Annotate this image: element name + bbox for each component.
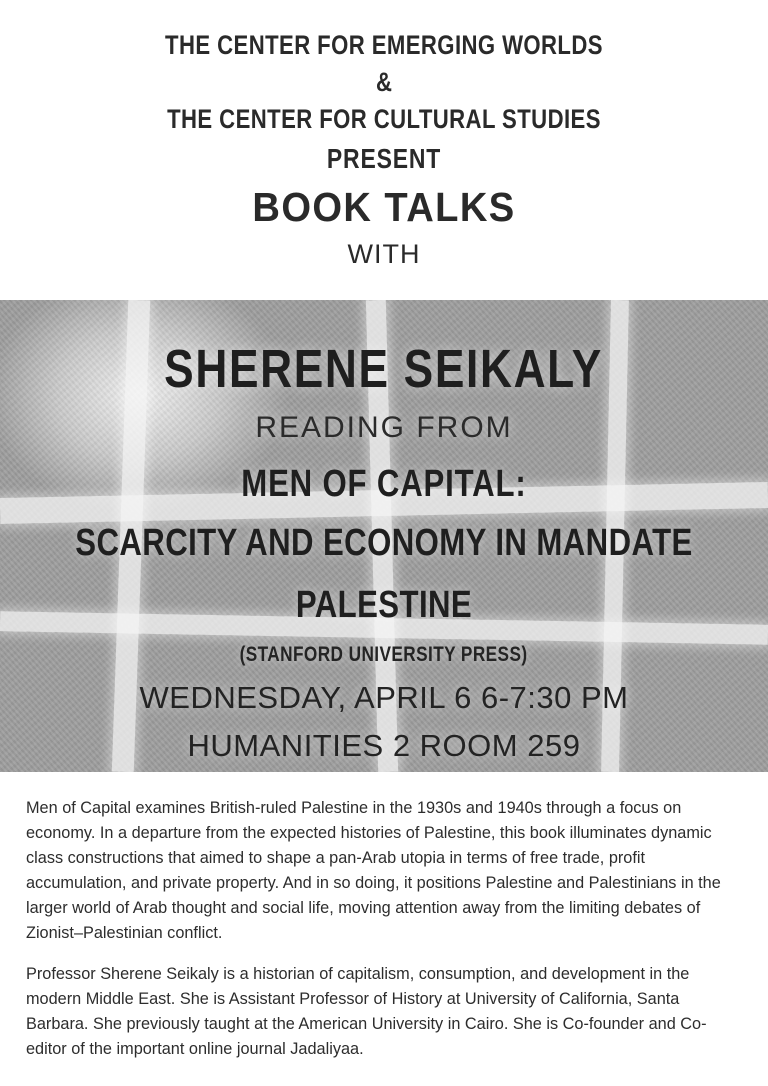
host-organization-1: THE CENTER FOR EMERGING WORLDS — [165, 30, 603, 60]
poster-body-text — [0, 772, 768, 1086]
series-title: BOOK TALKS — [252, 184, 516, 230]
reading-from-label: READING FROM — [255, 411, 513, 444]
grain-sacks-photo — [0, 300, 768, 772]
book-description-paragraph: Men of Capital examines British-ruled Palestine in the 1930s and 1940s through a focus on economy. In a departure from the expected histories of Palestine, this book illuminates dynamic class constructions that aimed to shape a pan-Arab utopia in terms of free trade, profit accumulation, and private property. And in so doing, it positions Palestine and Palestinians in the larger world of Arab thought and social life, moving attention away from the limiting debates of Zionist–Palestinian conflict. — [26, 799, 721, 942]
event-datetime: WEDNESDAY, APRIL 6 6-7:30 PM — [139, 680, 629, 715]
ampersand: & — [376, 67, 392, 97]
speaker-name: SHERENE SEIKALY — [164, 339, 604, 399]
present-label: PRESENT — [326, 143, 442, 174]
speaker-bio-paragraph: Professor Sherene Seikaly is a historian of capitalism, consumption, and development in the modern Middle East. She is Assistant Professor of History at University of California, Santa Barbara. She previously taught at the American University in Cairo. She is Co-founder and Co-editor of the important online journal Jadaliyaa. — [26, 965, 707, 1058]
book-publisher: (STANFORD UNIVERSITY PRESS) — [240, 643, 528, 666]
event-location: HUMANITIES 2 ROOM 259 — [187, 728, 581, 763]
poster-header — [0, 0, 768, 300]
book-title-line-2: SCARCITY AND ECONOMY IN MANDATE PALESTINE — [75, 522, 693, 626]
book-title-line-1: MEN OF CAPITAL: — [241, 463, 527, 505]
host-organization-2: THE CENTER FOR CULTURAL STUDIES — [167, 104, 601, 134]
with-label: WITH — [347, 239, 421, 269]
photo-text-overlay — [0, 300, 768, 772]
